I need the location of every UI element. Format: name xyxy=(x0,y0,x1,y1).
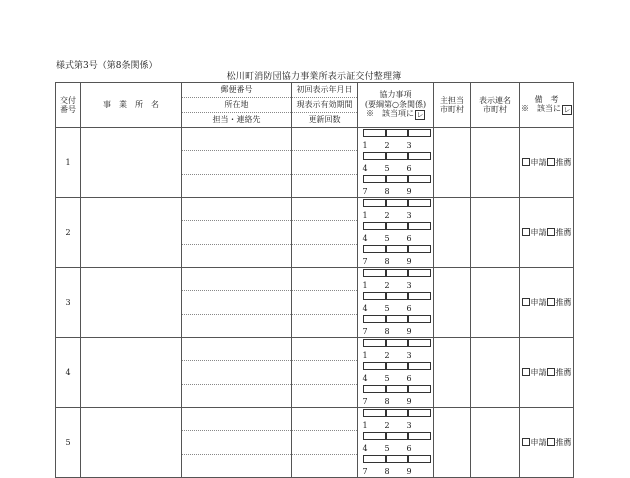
business-name-cell[interactable] xyxy=(81,338,182,408)
business-name-cell[interactable] xyxy=(81,268,182,338)
checkbox-item[interactable] xyxy=(363,431,385,454)
checkbox-label: 9 xyxy=(406,256,412,266)
checkbox-label: 6 xyxy=(406,303,412,313)
renewal-count-cell[interactable] xyxy=(292,384,358,407)
checkbox-label: 8 xyxy=(384,326,390,336)
checkbox-icon[interactable] xyxy=(385,455,409,463)
checkbox-row xyxy=(363,174,429,197)
checkbox-icon[interactable] xyxy=(385,362,409,370)
remarks-option-label: 申請 xyxy=(530,227,547,237)
remarks-checkbox-icon[interactable] xyxy=(547,298,555,306)
checkbox-icon[interactable] xyxy=(363,175,387,183)
header-joint-municipality xyxy=(471,83,520,128)
checkbox-row xyxy=(363,408,429,431)
checkbox-icon[interactable] xyxy=(407,362,431,370)
checkbox-icon[interactable] xyxy=(363,339,387,347)
checkbox-icon[interactable] xyxy=(385,222,409,230)
checkbox-label: 1 xyxy=(362,350,368,360)
header-valid-period: 現表示有効期間 xyxy=(292,98,358,113)
remarks-option-label: 申請 xyxy=(530,157,547,167)
checkbox-icon[interactable] xyxy=(407,432,431,440)
checkbox-label: 4 xyxy=(362,163,368,173)
checkbox-label: 8 xyxy=(384,396,390,406)
checkbox-item[interactable] xyxy=(385,198,407,221)
checkbox-item[interactable] xyxy=(385,361,407,384)
checkbox-item[interactable] xyxy=(385,128,407,151)
main-municipality-cell[interactable] xyxy=(434,128,471,198)
form-number: 様式第3号（第8条関係） xyxy=(56,61,158,71)
cooperation-items-cell xyxy=(358,338,434,408)
checkbox-icon[interactable] xyxy=(407,339,431,347)
checkbox-icon[interactable] xyxy=(363,409,387,417)
checkbox-icon[interactable] xyxy=(385,129,409,137)
checkbox-item[interactable] xyxy=(363,338,385,361)
checkbox-label: 8 xyxy=(384,466,390,476)
renewal-count-cell[interactable] xyxy=(292,314,358,337)
checkbox-label: 7 xyxy=(362,256,368,266)
checkbox-item[interactable] xyxy=(363,408,385,431)
remarks-option-label: 推薦 xyxy=(555,367,572,377)
header-remarks-note: ※ 該当に xyxy=(521,104,561,114)
header-cooperation-line1: 協力事項 xyxy=(379,90,412,100)
contact-cell[interactable] xyxy=(182,244,292,267)
checkbox-item[interactable] xyxy=(363,268,385,291)
checkbox-item[interactable] xyxy=(407,431,429,454)
checkbox-item[interactable] xyxy=(407,361,429,384)
contact-cell[interactable] xyxy=(182,314,292,337)
main-municipality-cell[interactable] xyxy=(434,268,471,338)
checkbox-label: 5 xyxy=(384,303,390,313)
remarks-cell xyxy=(520,198,574,268)
row-number: 2 xyxy=(56,198,81,268)
checkbox-label: 2 xyxy=(384,280,390,290)
checkbox-icon[interactable] xyxy=(407,455,431,463)
checkbox-icon[interactable] xyxy=(407,385,431,393)
checkbox-icon[interactable] xyxy=(385,245,409,253)
checkbox-item[interactable] xyxy=(407,174,429,197)
remarks-checkbox-icon[interactable] xyxy=(547,228,555,236)
checkbox-item[interactable] xyxy=(363,454,385,477)
checkbox-icon[interactable] xyxy=(385,339,409,347)
header-cooperation-line3 xyxy=(358,109,433,120)
remarks-checkbox-icon[interactable] xyxy=(522,438,530,446)
checkbox-item[interactable] xyxy=(385,408,407,431)
remarks-cell xyxy=(520,268,574,338)
header-row-1 xyxy=(56,83,574,98)
row-number: 5 xyxy=(56,408,81,478)
checkbox-label: 3 xyxy=(406,280,412,290)
header-issue-number xyxy=(56,83,81,128)
checkbox-icon[interactable] xyxy=(363,245,387,253)
checkbox-label: 7 xyxy=(362,466,368,476)
checkbox-row xyxy=(363,221,429,244)
postal-code-cell[interactable] xyxy=(182,338,292,361)
checkbox-item[interactable] xyxy=(385,244,407,267)
checkbox-label: 1 xyxy=(362,280,368,290)
main-municipality-cell[interactable] xyxy=(434,198,471,268)
checkbox-label: 7 xyxy=(362,326,368,336)
table-row xyxy=(56,338,574,361)
postal-code-cell[interactable] xyxy=(182,268,292,291)
checkbox-item[interactable] xyxy=(407,338,429,361)
checkbox-icon[interactable] xyxy=(385,385,409,393)
first-display-date-cell[interactable] xyxy=(292,268,358,291)
row-number: 3 xyxy=(56,268,81,338)
checkbox-icon[interactable] xyxy=(407,199,431,207)
header-cooperation-note: ※ 該当項に xyxy=(366,108,414,118)
header-address: 所在地 xyxy=(182,98,292,113)
checkbox-item[interactable] xyxy=(363,151,385,174)
checkbox-row xyxy=(363,198,429,221)
checkbox-row xyxy=(363,314,429,337)
checkbox-icon[interactable] xyxy=(363,362,387,370)
checkbox-grid xyxy=(363,198,429,267)
checkbox-row xyxy=(363,431,429,454)
renewal-count-cell[interactable] xyxy=(292,174,358,197)
checkbox-item[interactable] xyxy=(385,151,407,174)
header-first-display-date: 初回表示年月日 xyxy=(292,83,358,98)
checkbox-label: 3 xyxy=(406,420,412,430)
checkbox-icon[interactable] xyxy=(407,269,431,277)
header-main-municipality xyxy=(434,83,471,128)
checkbox-item[interactable] xyxy=(407,198,429,221)
header-cooperation-line2: (要綱第○条関係) xyxy=(364,99,427,109)
checkbox-item[interactable] xyxy=(363,361,385,384)
checkbox-item[interactable] xyxy=(363,174,385,197)
checkbox-icon[interactable] xyxy=(407,245,431,253)
valid-period-cell[interactable] xyxy=(292,221,358,244)
header-main-line1: 主担当 xyxy=(440,95,464,105)
checkbox-item[interactable] xyxy=(385,431,407,454)
checkbox-icon[interactable] xyxy=(363,199,387,207)
checkbox-label: 1 xyxy=(362,210,368,220)
remarks-cell xyxy=(520,338,574,408)
remarks-checkbox-icon[interactable] xyxy=(522,298,530,306)
checkbox-grid xyxy=(363,128,429,197)
checkbox-row xyxy=(363,128,429,151)
checkbox-icon[interactable] xyxy=(407,292,431,300)
checkbox-item[interactable] xyxy=(407,128,429,151)
header-business-name-label: 事 業 所 名 xyxy=(103,100,159,110)
checkbox-label: 6 xyxy=(406,443,412,453)
checkbox-label: 6 xyxy=(406,233,412,243)
header-cooperation-items xyxy=(358,83,434,128)
header-main-line2: 市町村 xyxy=(440,105,464,114)
checkbox-icon[interactable] xyxy=(363,129,387,137)
checkbox-label: 2 xyxy=(384,420,390,430)
postal-code-cell[interactable] xyxy=(182,198,292,221)
header-remarks-line1: 備 考 xyxy=(534,94,559,104)
checkbox-label: 4 xyxy=(362,303,368,313)
header-renewal-count: 更新回数 xyxy=(292,113,358,128)
checkbox-item[interactable] xyxy=(407,454,429,477)
checkbox-label: 5 xyxy=(384,233,390,243)
checkbox-label: 9 xyxy=(406,186,412,196)
checkbox-icon[interactable] xyxy=(363,315,387,323)
header-joint-line1: 表示連名 xyxy=(479,95,511,105)
cooperation-items-cell xyxy=(358,128,434,198)
valid-period-cell[interactable] xyxy=(292,361,358,384)
checkbox-item[interactable] xyxy=(363,384,385,407)
checkbox-icon[interactable] xyxy=(385,432,409,440)
table-row xyxy=(56,268,574,291)
address-cell[interactable] xyxy=(182,291,292,314)
checkbox-row xyxy=(363,338,429,361)
row-number: 4 xyxy=(56,338,81,408)
checkbox-item[interactable] xyxy=(407,408,429,431)
checkbox-icon[interactable] xyxy=(407,152,431,160)
checkbox-item[interactable] xyxy=(363,314,385,337)
cooperation-items-cell xyxy=(358,198,434,268)
checkbox-label: 5 xyxy=(384,373,390,383)
contact-cell[interactable] xyxy=(182,174,292,197)
checkbox-item[interactable] xyxy=(385,221,407,244)
checkbox-item[interactable] xyxy=(363,291,385,314)
checkbox-item[interactable] xyxy=(385,384,407,407)
checkbox-icon[interactable] xyxy=(363,269,387,277)
check-mark-icon: レ xyxy=(416,110,424,119)
main-municipality-cell[interactable] xyxy=(434,338,471,408)
checkbox-icon[interactable] xyxy=(385,175,409,183)
checkbox-label: 5 xyxy=(384,163,390,173)
cooperation-items-cell xyxy=(358,268,434,338)
main-municipality-cell[interactable] xyxy=(434,408,471,478)
checkbox-label: 8 xyxy=(384,186,390,196)
remarks-option-label: 推薦 xyxy=(555,437,572,447)
checkbox-grid xyxy=(363,408,429,477)
joint-municipality-cell[interactable] xyxy=(471,128,520,198)
joint-municipality-cell[interactable] xyxy=(471,338,520,408)
checkbox-icon[interactable] xyxy=(385,269,409,277)
checkbox-item[interactable] xyxy=(385,174,407,197)
valid-period-cell[interactable] xyxy=(292,431,358,454)
checkbox-icon[interactable] xyxy=(385,292,409,300)
remarks-option-label: 推薦 xyxy=(555,227,572,237)
table-row xyxy=(56,408,574,431)
checkbox-label: 7 xyxy=(362,186,368,196)
checkbox-row xyxy=(363,361,429,384)
checkbox-label: 9 xyxy=(406,326,412,336)
checkbox-item[interactable] xyxy=(385,454,407,477)
checkbox-row xyxy=(363,268,429,291)
checkbox-icon[interactable] xyxy=(385,199,409,207)
remarks-option-label: 推薦 xyxy=(555,297,572,307)
first-display-date-cell[interactable] xyxy=(292,198,358,221)
remarks-check-mark-icon: レ xyxy=(563,106,571,115)
checkbox-item[interactable] xyxy=(385,291,407,314)
address-cell[interactable] xyxy=(182,221,292,244)
checkbox-item[interactable] xyxy=(363,244,385,267)
checkbox-item[interactable] xyxy=(363,128,385,151)
checkbox-row xyxy=(363,291,429,314)
checkbox-row xyxy=(363,244,429,267)
postal-code-cell[interactable] xyxy=(182,128,292,151)
checkbox-icon[interactable] xyxy=(385,409,409,417)
row-number: 1 xyxy=(56,128,81,198)
header-issue-number-line1: 交付 xyxy=(60,95,76,105)
postal-code-cell[interactable] xyxy=(182,408,292,431)
checkbox-icon[interactable] xyxy=(385,152,409,160)
checkbox-grid xyxy=(363,268,429,337)
checkbox-label: 4 xyxy=(362,443,368,453)
checkbox-label: 2 xyxy=(384,140,390,150)
address-cell[interactable] xyxy=(182,361,292,384)
first-display-date-cell[interactable] xyxy=(292,338,358,361)
checkbox-item[interactable] xyxy=(407,244,429,267)
remarks-option-label: 申請 xyxy=(530,297,547,307)
checkbox-icon[interactable] xyxy=(363,222,387,230)
address-cell[interactable] xyxy=(182,431,292,454)
header-remarks-line2 xyxy=(520,104,573,115)
checkbox-row xyxy=(363,384,429,407)
checkbox-item[interactable] xyxy=(407,291,429,314)
checkbox-label: 4 xyxy=(362,233,368,243)
business-name-cell[interactable] xyxy=(81,128,182,198)
checkbox-icon[interactable] xyxy=(363,292,387,300)
checkbox-label: 3 xyxy=(406,350,412,360)
checkbox-label: 3 xyxy=(406,210,412,220)
checkbox-label: 6 xyxy=(406,373,412,383)
cooperation-items-cell xyxy=(358,408,434,478)
contact-cell[interactable] xyxy=(182,454,292,477)
remarks-checkbox-icon[interactable] xyxy=(522,158,530,166)
checkbox-icon[interactable] xyxy=(407,129,431,137)
table-row xyxy=(56,128,574,151)
joint-municipality-cell[interactable] xyxy=(471,268,520,338)
remarks-checkbox-icon[interactable] xyxy=(547,368,555,376)
checkbox-item[interactable] xyxy=(385,268,407,291)
checkbox-item[interactable] xyxy=(385,338,407,361)
checkbox-item[interactable] xyxy=(407,151,429,174)
remarks-checkbox-icon[interactable] xyxy=(547,438,555,446)
remarks-option-label: 申請 xyxy=(530,367,547,377)
remarks-checkbox-icon[interactable] xyxy=(522,368,530,376)
checkbox-row xyxy=(363,454,429,477)
first-display-date-cell[interactable] xyxy=(292,408,358,431)
joint-municipality-cell[interactable] xyxy=(471,408,520,478)
contact-cell[interactable] xyxy=(182,384,292,407)
remarks-cell xyxy=(520,408,574,478)
checkbox-label: 3 xyxy=(406,140,412,150)
header-issue-number-line2: 番号 xyxy=(60,105,76,114)
renewal-count-cell[interactable] xyxy=(292,454,358,477)
table-row xyxy=(56,198,574,221)
remarks-option-label: 推薦 xyxy=(555,157,572,167)
checkbox-item[interactable] xyxy=(385,314,407,337)
checkbox-item[interactable] xyxy=(407,268,429,291)
first-display-date-cell[interactable] xyxy=(292,128,358,151)
remarks-option-label: 申請 xyxy=(530,437,547,447)
checkbox-item[interactable] xyxy=(407,314,429,337)
renewal-count-cell[interactable] xyxy=(292,244,358,267)
checkbox-icon[interactable] xyxy=(363,455,387,463)
checkbox-label: 4 xyxy=(362,373,368,383)
checkbox-icon[interactable] xyxy=(407,409,431,417)
checkbox-icon[interactable] xyxy=(407,315,431,323)
checkbox-icon[interactable] xyxy=(363,152,387,160)
header-remarks xyxy=(520,83,574,128)
header-contact: 担当・連絡先 xyxy=(182,113,292,128)
business-name-cell[interactable] xyxy=(81,408,182,478)
checkbox-item[interactable] xyxy=(363,198,385,221)
checkbox-icon[interactable] xyxy=(363,385,387,393)
checkbox-item[interactable] xyxy=(407,221,429,244)
remarks-checkbox-icon[interactable] xyxy=(522,228,530,236)
checkbox-label: 1 xyxy=(362,140,368,150)
business-name-cell[interactable] xyxy=(81,198,182,268)
checkbox-icon[interactable] xyxy=(363,432,387,440)
checkbox-item[interactable] xyxy=(407,384,429,407)
checkbox-label: 8 xyxy=(384,256,390,266)
address-cell[interactable] xyxy=(182,151,292,174)
checkbox-icon[interactable] xyxy=(407,175,431,183)
checkbox-label: 9 xyxy=(406,396,412,406)
checkbox-label: 2 xyxy=(384,350,390,360)
valid-period-cell[interactable] xyxy=(292,151,358,174)
checkbox-label: 6 xyxy=(406,163,412,173)
checkbox-label: 9 xyxy=(406,466,412,476)
checkbox-grid xyxy=(363,338,429,407)
joint-municipality-cell[interactable] xyxy=(471,198,520,268)
checkbox-label: 2 xyxy=(384,210,390,220)
valid-period-cell[interactable] xyxy=(292,291,358,314)
remarks-checkbox-icon[interactable] xyxy=(547,158,555,166)
page-title: 松川町消防団協力事業所表示証交付整理簿 xyxy=(226,72,402,82)
checkbox-label: 1 xyxy=(362,420,368,430)
header-postal-code: 郵便番号 xyxy=(182,83,292,98)
header-joint-line2: 市町村 xyxy=(483,105,507,114)
register-table xyxy=(55,82,574,478)
checkbox-label: 7 xyxy=(362,396,368,406)
checkbox-icon[interactable] xyxy=(407,222,431,230)
checkbox-row xyxy=(363,151,429,174)
checkbox-item[interactable] xyxy=(363,221,385,244)
header-business-name xyxy=(81,83,182,128)
remarks-cell xyxy=(520,128,574,198)
checkbox-label: 5 xyxy=(384,443,390,453)
checkbox-icon[interactable] xyxy=(385,315,409,323)
